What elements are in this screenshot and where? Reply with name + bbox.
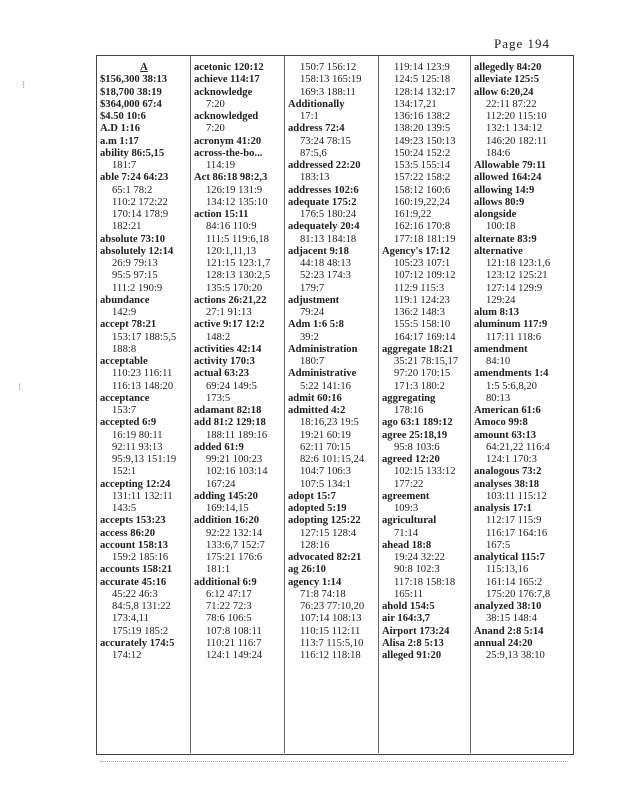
index-locator: 127:15 128:4: [300, 527, 357, 539]
index-locator: 113:7 115:5,10: [300, 637, 364, 649]
index-term: $156,300 38:13: [100, 74, 168, 86]
index-locator: 78:6 106:5: [206, 613, 252, 625]
index-term: action 15:11: [194, 209, 249, 220]
index-locator: 164:17 169:14: [394, 331, 456, 343]
index-locator: 110:2 172:22: [112, 196, 168, 208]
index-term: ability 86:5,15: [100, 147, 165, 159]
index-locator: 179:7: [300, 282, 325, 294]
index-locator: 111:2 190:9: [112, 282, 163, 294]
index-locator: 104:7 106:3: [300, 466, 351, 478]
index-locator: 177:22: [394, 478, 424, 490]
index-locator: 7:20: [206, 98, 225, 110]
index-locator: 169:3 188:11: [300, 86, 356, 98]
index-locator: 19:21 60:19: [300, 429, 351, 441]
index-term: Agency's 17:12: [382, 245, 450, 257]
index-locator: 119:14 123:9: [394, 62, 450, 73]
index-locator: 121:18 123:1,6: [486, 258, 551, 269]
index-locator: 167:5: [486, 539, 511, 551]
index-term: air 164:3,7: [382, 613, 431, 625]
index-term: address 72:4: [288, 123, 345, 135]
column-separator: [470, 56, 471, 753]
index-locator: 153:5 155:14: [394, 160, 451, 171]
index-locator: 133:6,7 152:7: [206, 539, 265, 551]
index-locator: 71:8 74:18: [300, 588, 346, 600]
index-term: additional 6:9: [194, 576, 257, 588]
index-locator: 128:14 132:17: [394, 86, 456, 98]
index-term: Amoco 99:8: [474, 417, 528, 429]
index-term: $364,000 67:4: [100, 98, 162, 110]
index-column-1: [100, 62, 188, 750]
index-locator: 107:5 134:1: [300, 478, 351, 490]
index-locator: 152:1: [112, 466, 137, 478]
index-locator: 124:5 125:18: [394, 74, 451, 86]
index-term: Allowable 79:11: [474, 160, 547, 171]
index-term: access 86:20: [100, 527, 156, 539]
index-locator: 184:6: [486, 147, 511, 159]
index-term: A.D 1:16: [100, 123, 141, 135]
index-locator: 173:5: [206, 392, 231, 404]
index-locator: 183:13: [300, 172, 330, 184]
index-locator: 84:10: [486, 356, 511, 367]
index-term: accurately 174:5: [100, 637, 175, 649]
index-term: agreed 12:20: [382, 454, 440, 465]
index-term: analyses 38:18: [474, 478, 540, 490]
index-locator: 81:13 184:18: [300, 233, 357, 245]
index-locator: 155:5 158:10: [394, 319, 451, 331]
index-locator: 126:19 131:9: [206, 184, 263, 196]
index-term: American 61:6: [474, 405, 541, 416]
index-term: activity 170:3: [194, 356, 255, 367]
index-term: allows 80:9: [474, 196, 525, 208]
index-term: acronym 41:20: [194, 135, 262, 147]
index-locator: 120:1,11,13: [206, 245, 257, 257]
index-locator: 7:20: [206, 123, 225, 135]
index-column-4: [382, 62, 468, 750]
index-locator: 136:2 148:3: [394, 307, 445, 318]
index-locator: 132:1 134:12: [486, 123, 543, 135]
index-locator: 69:24 149:5: [206, 380, 257, 392]
index-locator: 71:22 72:3: [206, 601, 252, 612]
index-locator: 169:14,15: [206, 503, 249, 514]
index-term: activities 42:14: [194, 343, 262, 355]
index-term: accepted 6:9: [100, 417, 157, 429]
index-locator: 161:9,22: [394, 209, 432, 220]
index-term: actions 26:21,22: [194, 294, 267, 306]
index-locator: 165:11: [394, 588, 424, 600]
index-locator: 150:24 152:2: [394, 147, 451, 159]
index-locator: 134:12 135:10: [206, 196, 268, 208]
index-locator: 73:24 78:15: [300, 135, 351, 147]
index-term: adjacent 9:18: [288, 245, 349, 257]
index-locator: 175:21 176:6: [206, 552, 263, 563]
index-term: allowed 164:24: [474, 172, 542, 184]
index-term: a.m 1:17: [100, 135, 139, 147]
index-locator: 5:22 141:16: [300, 380, 351, 392]
index-term: analogous 73:2: [474, 466, 542, 478]
index-term: adequate 175:2: [288, 196, 357, 208]
index-term: Additionally: [288, 98, 345, 110]
index-term: aggregating: [382, 392, 436, 404]
index-term: $18,700 38:19: [100, 86, 162, 98]
index-locator: 171:3 180:2: [394, 380, 445, 392]
index-locator: 116:13 148:20: [112, 380, 174, 392]
index-locator: 148:2: [206, 331, 231, 343]
index-locator: 127:14 129:9: [486, 282, 543, 294]
margin-mark-top: ⁝: [22, 80, 26, 91]
index-locator: 136:16 138:2: [394, 111, 451, 122]
index-locator: 157:22 158:2: [394, 172, 451, 184]
index-locator: 18:16,23 19:5: [300, 417, 359, 429]
index-column-5: [474, 62, 570, 750]
index-locator: 159:2 185:16: [112, 552, 169, 563]
index-locator: 84:5,8 131:22: [112, 601, 171, 612]
index-locator: 6:12 47:17: [206, 588, 252, 600]
index-locator: 44:18 48:13: [300, 258, 351, 269]
index-locator: 181:1: [206, 564, 231, 576]
index-locator: 16:19 80:11: [112, 429, 163, 441]
index-locator: 121:15 123:1,7: [206, 258, 271, 269]
index-locator: 64:21,22 116:4: [486, 441, 550, 453]
index-locator: 177:18 181:19: [394, 233, 456, 245]
index-locator: 135:5 170:20: [206, 282, 263, 294]
index-locator: 52:23 174:3: [300, 270, 351, 282]
index-locator: 92:22 132:14: [206, 527, 263, 539]
index-locator: 124:1 170:3: [486, 454, 537, 465]
index-term: adequately 20:4: [288, 221, 360, 233]
index-locator: 115:13,16: [486, 564, 529, 576]
index-locator: 112:20 115:10: [486, 111, 547, 122]
index-locator: 112:17 115:9: [486, 515, 542, 527]
index-locator: 84:16 110:9: [206, 221, 257, 233]
index-term: alongside: [474, 209, 517, 220]
index-term: acknowledge: [194, 86, 253, 98]
index-term: accepts 153:23: [100, 515, 166, 527]
index-term: amendment: [474, 343, 528, 355]
index-term: aggregate 18:21: [382, 343, 454, 355]
index-locator: 100:18: [486, 221, 516, 233]
index-locator: 19:24 32:22: [394, 552, 445, 563]
index-locator: 95:9,13 151:19: [112, 454, 177, 465]
index-locator: 116:12 118:18: [300, 650, 361, 661]
index-term: abundance: [100, 294, 150, 306]
index-locator: 82:6 101:15,24: [300, 454, 365, 465]
index-term: addressed 22:20: [288, 160, 361, 171]
index-locator: 26:9 79:13: [112, 258, 158, 269]
index-locator: 153:17 188:5,5: [112, 331, 177, 343]
index-locator: 22:11 87:22: [486, 98, 537, 110]
index-term: agree 25:18,19: [382, 429, 448, 441]
index-locator: 181:7: [112, 160, 137, 171]
index-term: accounts 158:21: [100, 564, 173, 576]
index-term: accept 78:21: [100, 319, 157, 331]
index-locator: 103:11 115:12: [486, 490, 547, 502]
index-term: allowing 14:9: [474, 184, 535, 196]
index-term: Act 86:18 98:2,3: [194, 172, 268, 184]
section-letter: A: [140, 62, 148, 73]
index-locator: 79:24: [300, 307, 325, 318]
column-separator: [190, 56, 191, 753]
index-locator: 128:16: [300, 539, 330, 551]
index-locator: 138:20 139:5: [394, 123, 451, 135]
index-locator: 175:20 176:7,8: [486, 588, 551, 600]
index-term: able 7:24 64:23: [100, 172, 169, 184]
index-term: analyzed 38:10: [474, 601, 542, 612]
index-locator: 95:5 97:15: [112, 270, 158, 282]
margin-mark-bottom: ⁝: [18, 382, 22, 393]
index-term: addition 16:20: [194, 515, 260, 527]
index-locator: 119:1 124:23: [394, 294, 450, 306]
index-term: ahold 154:5: [382, 601, 435, 612]
index-locator: 97:20 170:15: [394, 368, 451, 380]
index-term: ahead 18:8: [382, 539, 432, 551]
index-term: alleviate 125:5: [474, 74, 540, 86]
index-term: absolutely 12:14: [100, 245, 174, 257]
index-term: annual 24:20: [474, 637, 533, 649]
index-locator: 39:2: [300, 331, 319, 343]
index-locator: 167:24: [206, 478, 236, 490]
column-separator: [284, 56, 285, 753]
index-term: addresses 102:6: [288, 184, 359, 196]
index-locator: 87:5,6: [300, 147, 327, 159]
index-locator: 188:11 189:16: [206, 429, 268, 441]
index-locator: 174:12: [112, 650, 142, 661]
index-column-2: [194, 62, 282, 750]
index-locator: 153:7: [112, 405, 137, 416]
index-term: account 158:13: [100, 539, 168, 551]
index-term: agricultural: [382, 515, 437, 527]
index-locator: 95:8 103:6: [394, 441, 440, 453]
index-locator: 173:4,11: [112, 613, 149, 625]
index-term: ago 63:1 189:12: [382, 417, 453, 429]
index-term: analysis 17:1: [474, 503, 532, 514]
index-locator: 38:15 148:4: [486, 613, 537, 625]
index-term: aluminum 117:9: [474, 319, 548, 331]
index-term: active 9:17 12:2: [194, 319, 265, 331]
index-term: acceptable: [100, 356, 148, 367]
index-locator: 170:14 178:9: [112, 209, 169, 220]
index-term: adopted 5:19: [288, 503, 347, 514]
index-term: amendments 1:4: [474, 368, 549, 380]
column-separator: [378, 56, 379, 753]
footer-rule: [100, 761, 568, 762]
index-term: admit 60:16: [288, 392, 342, 404]
index-term: adopt 15:7: [288, 490, 336, 502]
index-locator: 109:3: [394, 503, 419, 514]
index-locator: 176:5 180:24: [300, 209, 357, 220]
index-locator: 45:22 46:3: [112, 588, 158, 600]
index-locator: 17:1: [300, 111, 319, 122]
index-locator: 116:17 164:16: [486, 527, 548, 539]
index-term: Administration: [288, 343, 358, 355]
index-term: Airport 173:24: [382, 625, 450, 637]
index-locator: 134:17,21: [394, 98, 437, 110]
index-locator: 102:16 103:14: [206, 466, 268, 478]
index-term: adding 145:20: [194, 490, 258, 502]
index-locator: 107:14 108:13: [300, 613, 362, 625]
index-locator: 161:14 165:2: [486, 576, 543, 588]
index-term: Adm 1:6 5:8: [288, 319, 344, 331]
index-locator: 1:5 5:6,8,20: [486, 380, 537, 392]
index-locator: 117:11 118:6: [486, 331, 542, 343]
index-locator: 110:15 112:11: [300, 625, 361, 637]
index-locator: 90:8 102:3: [394, 564, 440, 576]
index-locator: 110:21 116:7: [206, 637, 262, 649]
index-term: acetonic 120:12: [194, 62, 264, 73]
index-term: ag 26:10: [288, 564, 326, 576]
index-locator: 80:13: [486, 392, 511, 404]
index-locator: 65:1 78:2: [112, 184, 153, 196]
index-term: alternative: [474, 245, 523, 257]
index-term: add 81:2 129:18: [194, 417, 266, 429]
index-locator: 71:14: [394, 527, 419, 539]
index-term: accurate 45:16: [100, 576, 167, 588]
index-locator: 62:11 70:15: [300, 441, 351, 453]
index-term: agency 1:14: [288, 576, 342, 588]
index-locator: 76:23 77:10,20: [300, 601, 365, 612]
index-term: Administrative: [288, 368, 357, 380]
index-term: adopting 125:22: [288, 515, 361, 527]
index-locator: 99:21 100:23: [206, 454, 263, 465]
index-term: alleged 91:20: [382, 650, 442, 661]
index-locator: 35:21 78:15,17: [394, 356, 459, 367]
index-locator: 131:11 132:11: [112, 490, 173, 502]
index-term: agreement: [382, 490, 430, 502]
index-locator: 105:23 107:1: [394, 258, 451, 269]
index-locator: 129:24: [486, 294, 516, 306]
index-term: Anand 2:8 5:14: [474, 625, 544, 637]
index-locator: 158:12 160:6: [394, 184, 451, 196]
index-locator: 112:9 115:3: [394, 282, 445, 294]
index-locator: 107:8 108:11: [206, 625, 262, 637]
index-locator: 162:16 170:8: [394, 221, 451, 233]
index-term: absolute 73:10: [100, 233, 166, 245]
index-column-3: [288, 62, 376, 750]
index-locator: 175:19 185:2: [112, 625, 169, 637]
index-term: alternate 83:9: [474, 233, 537, 245]
index-locator: 178:16: [394, 405, 424, 416]
index-locator: 92:11 93:13: [112, 441, 163, 453]
index-locator: 160:19,22,24: [394, 196, 450, 208]
index-term: admitted 4:2: [288, 405, 346, 416]
index-locator: 114:19: [206, 160, 236, 171]
index-locator: 180:7: [300, 356, 325, 367]
index-locator: 182:21: [112, 221, 142, 233]
index-term: alum 8:13: [474, 307, 520, 318]
index-locator: 107:12 109:12: [394, 270, 456, 282]
index-term: Alisa 2:8 5:13: [382, 637, 444, 649]
index-locator: 123:12 125:21: [486, 270, 548, 282]
index-locator: 142:9: [112, 307, 137, 318]
index-term: $4.50 10:6: [100, 111, 146, 122]
index-locator: 111:5 119:6,18: [206, 233, 269, 245]
index-locator: 149:23 150:13: [394, 135, 456, 147]
index-term: amount 63:13: [474, 429, 537, 441]
index-locator: 117:18 158:18: [394, 576, 456, 588]
index-term: acknowledged: [194, 111, 259, 122]
index-locator: 124:1 149:24: [206, 650, 263, 661]
index-locator: 143:5: [112, 503, 137, 514]
index-term: actual 63:23: [194, 368, 250, 380]
index-term: across-the-bo...: [194, 147, 263, 159]
index-term: adamant 82:18: [194, 405, 262, 416]
index-term: allegedly 84:20: [474, 62, 542, 73]
index-term: accepting 12:24: [100, 478, 171, 490]
index-locator: 158:13 165:19: [300, 74, 362, 86]
index-term: analytical 115:7: [474, 552, 545, 563]
index-locator: 102:15 133:12: [394, 466, 456, 478]
index-locator: 188:8: [112, 343, 137, 355]
page-number: Page 194: [494, 36, 551, 51]
index-locator: 146:20 182:11: [486, 135, 548, 147]
index-term: added 61:9: [194, 441, 244, 453]
index-locator: 128:13 130:2,5: [206, 270, 271, 282]
index-locator: 150:7 156:12: [300, 62, 357, 73]
index-term: adjustment: [288, 294, 340, 306]
index-locator: 25:9,13 38:10: [486, 650, 545, 661]
index-locator: 110:23 116:11: [112, 368, 173, 380]
index-term: allow 6:20,24: [474, 86, 534, 98]
index-locator: 27:1 91:13: [206, 307, 252, 318]
index-term: advocated 82:21: [288, 552, 362, 563]
index-term: acceptance: [100, 392, 150, 404]
index-term: achieve 114:17: [194, 74, 260, 86]
